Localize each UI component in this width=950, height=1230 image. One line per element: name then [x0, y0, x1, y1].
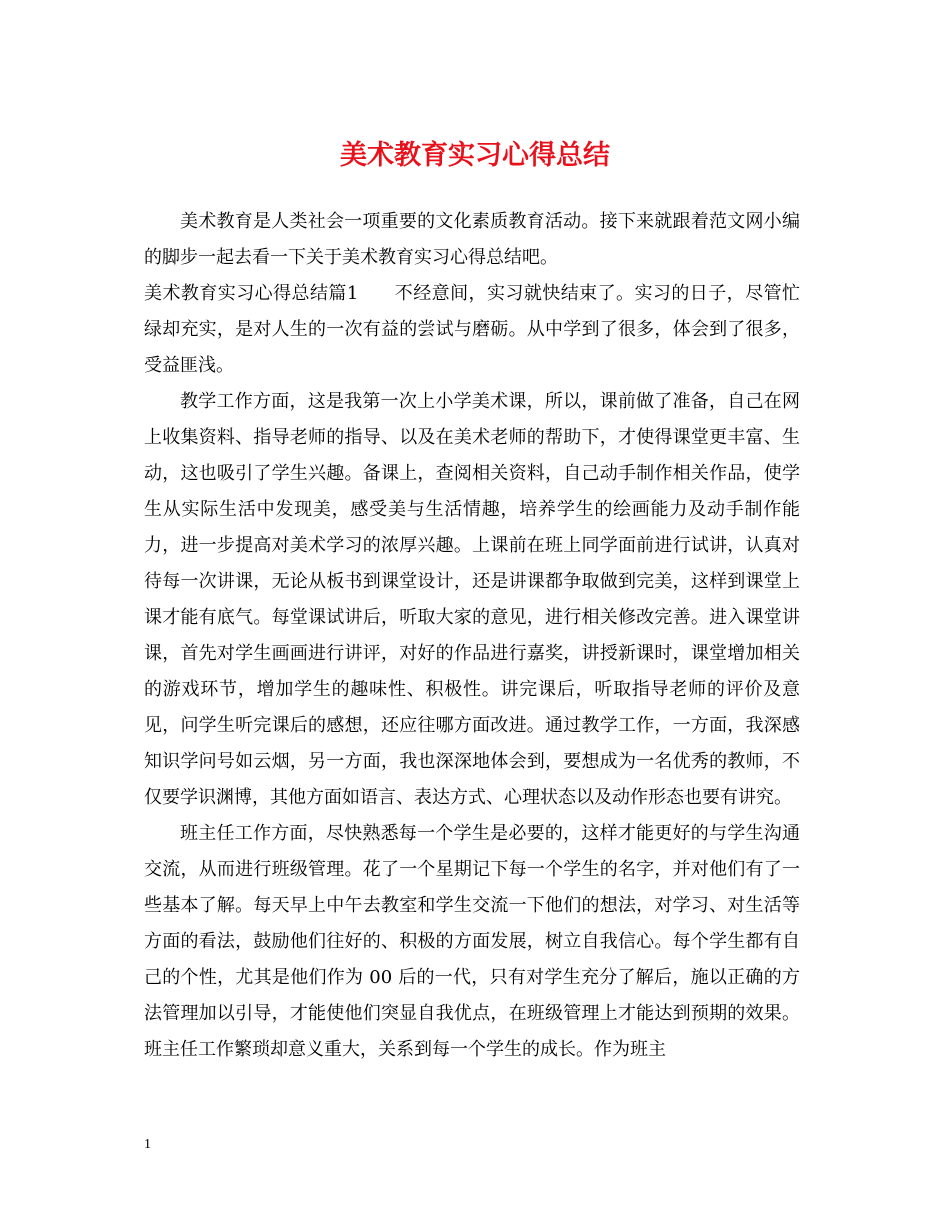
- section-intro-text: 不经意间，实习就快结束了。实习的日子，尽管忙绿却充实，是对人生的一次有益的尝试与磨砺。从中学到了很多，体会到了很多，受益匪浅。: [144, 283, 801, 376]
- document-body: [144, 204, 800, 1068]
- class-management-paragraph: 班主任工作方面，尽快熟悉每一个学生是必要的，这样才能更好的与学生沟通交流，从而进行班级管理。花了一个星期记下每一个学生的名字，并对他们有了一些基本了解。每天早上中午去教室和学生交流一下他们的想法，对学习、对生活等方面的看法，鼓励他们往好的、积极的方面发展，树立自我信心。每个学生都有自己的个性，尤其是他们作为 00 后的一代，只有对学生充分了解后，施以正确的方法管理加以引导，才能使他们突显自我优点，在班级管理上才能达到预期的效果。班主任工作繁琐却意义重大，关系到每一个学生的成长。作为班主: [144, 823, 800, 1060]
- teaching-paragraph: 教学工作方面，这是我第一次上小学美术课，所以，课前做了准备，自己在网上收集资料、指导老师的指导、以及在美术老师的帮助下，才使得课堂更丰富、生动，这也吸引了学生兴趣。备课上，查阅相关资料，自己动手制作相关作品，使学生从实际生活中发现美，感受美与生活情趣，培养学生的绘画能力及动手制作能力，进一步提高对美术学习的浓厚兴趣。上课前在班上同学面前进行试讲，认真对待每一次讲课，无论从板书到课堂设计，还是讲课都争取做到完美，这样到课堂上课才能有底气。每堂课试讲后，听取大家的意见，进行相关修改完善。进入课堂讲课，首先对学生画画进行讲评，对好的作品进行嘉奖，讲授新课时，课堂增加相关的游戏环节，增加学生的趣味性、积极性。讲完课后，听取指导老师的评价及意见，问学生听完课后的感想，还应往哪方面改进。通过教学工作，一方面，我深感知识学问号如云烟，另一方面，我也深深地体会到，要想成为一名优秀的教师，不仅要学识渊博，其他方面如语言、表达方式、心理状态以及动作形态也要有讲究。: [144, 391, 800, 808]
- page-number: 1: [144, 1137, 151, 1152]
- document-title: 美术教育实习心得总结: [340, 140, 610, 171]
- section-paragraph: [144, 276, 800, 384]
- intro-paragraph: 美术教育是人类社会一项重要的文化素质教育活动。接下来就跟着范文网小编的脚步一起去看一下关于美术教育实习心得总结吧。: [144, 211, 800, 268]
- section-heading: 美术教育实习心得总结篇1: [144, 283, 359, 304]
